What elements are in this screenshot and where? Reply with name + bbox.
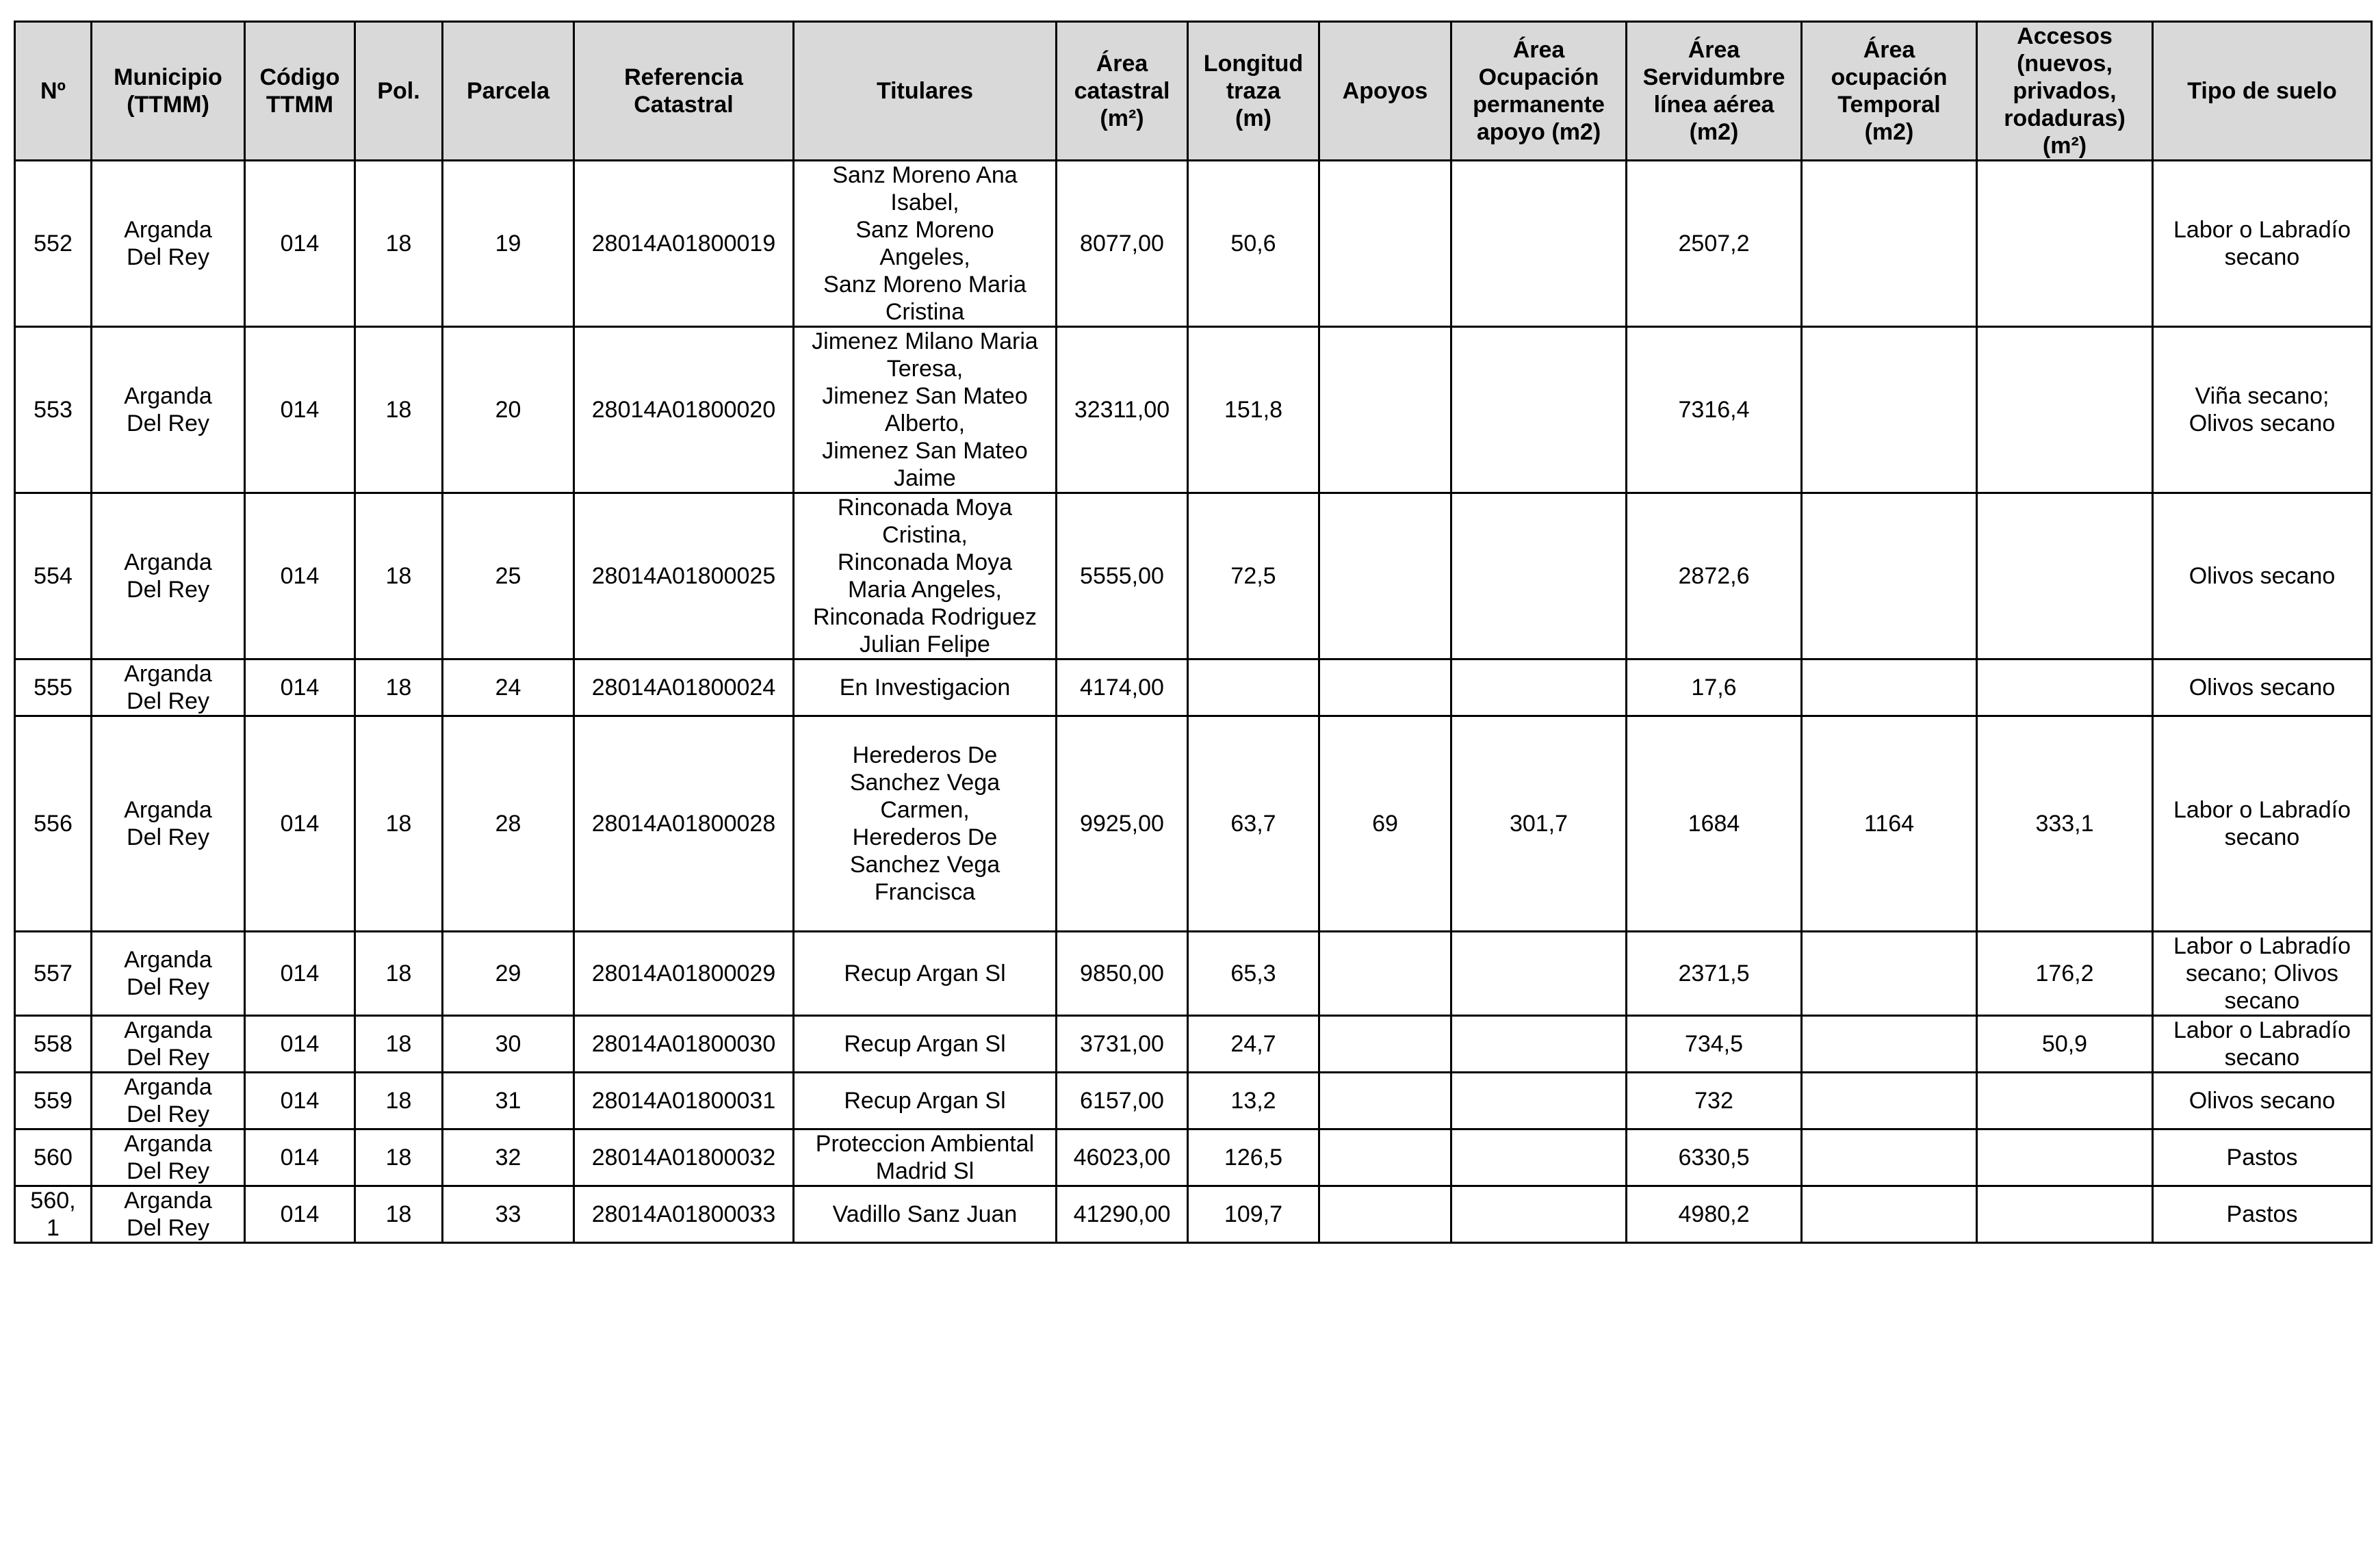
cell-municipio: Arganda Del Rey	[92, 161, 245, 327]
cell-titulares: Rinconada Moya Cristina, Rinconada Moya Maria Angeles, Rinconada Rodriguez Julian Felipe	[794, 493, 1057, 659]
cell-no: 558	[15, 1016, 92, 1073]
cell-tipo-suelo: Olivos secano	[2153, 493, 2372, 659]
cell-municipio: Arganda Del Rey	[92, 659, 245, 716]
cell-area-temporal	[1802, 493, 1977, 659]
table-body	[15, 161, 2372, 1243]
cell-no: 556	[15, 716, 92, 932]
cell-pol: 18	[355, 932, 443, 1016]
cell-area-permanente: 301,7	[1451, 716, 1627, 932]
cell-tipo-suelo: Labor o Labradío secano; Olivos secano	[2153, 932, 2372, 1016]
cell-parcela: 33	[443, 1186, 574, 1243]
cell-apoyos	[1319, 161, 1451, 327]
cell-titulares: Recup Argan Sl	[794, 1073, 1057, 1129]
cell-codigo: 014	[245, 1186, 355, 1243]
cell-area-temporal	[1802, 161, 1977, 327]
cell-area-catastral: 9850,00	[1057, 932, 1188, 1016]
table-row	[15, 1186, 2372, 1243]
cell-area-permanente	[1451, 161, 1627, 327]
cell-accesos	[1977, 161, 2153, 327]
col-header-tipo-suelo: Tipo de suelo	[2153, 22, 2372, 161]
cell-no: 553	[15, 327, 92, 493]
cell-codigo: 014	[245, 161, 355, 327]
cell-parcela: 25	[443, 493, 574, 659]
cell-area-catastral: 3731,00	[1057, 1016, 1188, 1073]
table-row	[15, 493, 2372, 659]
cell-municipio: Arganda Del Rey	[92, 1073, 245, 1129]
cell-municipio: Arganda Del Rey	[92, 716, 245, 932]
col-header-accesos: Accesos (nuevos, privados, rodaduras) (m²)	[1977, 22, 2153, 161]
cell-parcela: 28	[443, 716, 574, 932]
cell-area-temporal: 1164	[1802, 716, 1977, 932]
cell-no: 554	[15, 493, 92, 659]
cell-accesos	[1977, 327, 2153, 493]
cell-tipo-suelo: Olivos secano	[2153, 1073, 2372, 1129]
cell-pol: 18	[355, 161, 443, 327]
table-row	[15, 1016, 2372, 1073]
cell-parcela: 31	[443, 1073, 574, 1129]
cell-area-servidumbre: 7316,4	[1627, 327, 1802, 493]
col-header-area-catastral: Área catastral (m²)	[1057, 22, 1188, 161]
cell-pol: 18	[355, 327, 443, 493]
cell-referencia: 28014A01800020	[574, 327, 794, 493]
cell-longitud: 13,2	[1188, 1073, 1319, 1129]
cell-titulares: En Investigacion	[794, 659, 1057, 716]
cell-accesos: 333,1	[1977, 716, 2153, 932]
cell-longitud: 65,3	[1188, 932, 1319, 1016]
cell-apoyos	[1319, 493, 1451, 659]
cell-area-temporal	[1802, 1129, 1977, 1186]
cell-codigo: 014	[245, 716, 355, 932]
cell-longitud: 109,7	[1188, 1186, 1319, 1243]
cell-area-temporal	[1802, 1073, 1977, 1129]
cell-codigo: 014	[245, 1129, 355, 1186]
cell-area-catastral: 9925,00	[1057, 716, 1188, 932]
cell-area-temporal	[1802, 1186, 1977, 1243]
col-header-longitud: Longitud traza (m)	[1188, 22, 1319, 161]
parcel-table	[14, 21, 2373, 1244]
cell-referencia: 28014A01800033	[574, 1186, 794, 1243]
cell-tipo-suelo: Pastos	[2153, 1129, 2372, 1186]
cell-area-catastral: 41290,00	[1057, 1186, 1188, 1243]
cell-tipo-suelo: Viña secano; Olivos secano	[2153, 327, 2372, 493]
table-row	[15, 1073, 2372, 1129]
col-header-referencia: Referencia Catastral	[574, 22, 794, 161]
cell-accesos	[1977, 1129, 2153, 1186]
cell-area-catastral: 8077,00	[1057, 161, 1188, 327]
cell-longitud	[1188, 659, 1319, 716]
cell-area-catastral: 46023,00	[1057, 1129, 1188, 1186]
cell-pol: 18	[355, 1016, 443, 1073]
cell-municipio: Arganda Del Rey	[92, 932, 245, 1016]
cell-longitud: 72,5	[1188, 493, 1319, 659]
cell-area-servidumbre: 734,5	[1627, 1016, 1802, 1073]
cell-area-servidumbre: 732	[1627, 1073, 1802, 1129]
cell-apoyos	[1319, 659, 1451, 716]
cell-area-catastral: 32311,00	[1057, 327, 1188, 493]
cell-apoyos: 69	[1319, 716, 1451, 932]
cell-pol: 18	[355, 1186, 443, 1243]
header-row	[15, 22, 2372, 161]
cell-titulares: Sanz Moreno Ana Isabel, Sanz Moreno Angeles, Sanz Moreno Maria Cristina	[794, 161, 1057, 327]
cell-municipio: Arganda Del Rey	[92, 1186, 245, 1243]
cell-municipio: Arganda Del Rey	[92, 1016, 245, 1073]
col-header-municipio: Municipio (TTMM)	[92, 22, 245, 161]
cell-area-temporal	[1802, 1016, 1977, 1073]
col-header-titulares: Titulares	[794, 22, 1057, 161]
table-row	[15, 327, 2372, 493]
cell-pol: 18	[355, 716, 443, 932]
cell-codigo: 014	[245, 327, 355, 493]
cell-area-temporal	[1802, 932, 1977, 1016]
cell-referencia: 28014A01800024	[574, 659, 794, 716]
cell-no: 560, 1	[15, 1186, 92, 1243]
cell-no: 555	[15, 659, 92, 716]
col-header-area-servidumbre: Área Servidumbre línea aérea (m2)	[1627, 22, 1802, 161]
cell-pol: 18	[355, 659, 443, 716]
cell-area-catastral: 5555,00	[1057, 493, 1188, 659]
cell-apoyos	[1319, 1073, 1451, 1129]
cell-codigo: 014	[245, 659, 355, 716]
cell-area-permanente	[1451, 932, 1627, 1016]
cell-parcela: 29	[443, 932, 574, 1016]
cell-area-catastral: 4174,00	[1057, 659, 1188, 716]
cell-longitud: 151,8	[1188, 327, 1319, 493]
cell-area-servidumbre: 2507,2	[1627, 161, 1802, 327]
cell-pol: 18	[355, 493, 443, 659]
cell-pol: 18	[355, 1129, 443, 1186]
cell-area-permanente	[1451, 659, 1627, 716]
cell-area-servidumbre: 4980,2	[1627, 1186, 1802, 1243]
cell-referencia: 28014A01800029	[574, 932, 794, 1016]
cell-referencia: 28014A01800019	[574, 161, 794, 327]
cell-accesos	[1977, 1073, 2153, 1129]
cell-parcela: 32	[443, 1129, 574, 1186]
cell-accesos	[1977, 493, 2153, 659]
col-header-area-temporal: Área ocupación Temporal (m2)	[1802, 22, 1977, 161]
cell-area-catastral: 6157,00	[1057, 1073, 1188, 1129]
cell-area-servidumbre: 1684	[1627, 716, 1802, 932]
col-header-apoyos: Apoyos	[1319, 22, 1451, 161]
cell-tipo-suelo: Olivos secano	[2153, 659, 2372, 716]
cell-referencia: 28014A01800032	[574, 1129, 794, 1186]
cell-area-permanente	[1451, 493, 1627, 659]
cell-longitud: 63,7	[1188, 716, 1319, 932]
cell-accesos	[1977, 1186, 2153, 1243]
cell-apoyos	[1319, 1129, 1451, 1186]
table-row	[15, 161, 2372, 327]
cell-no: 559	[15, 1073, 92, 1129]
col-header-no: Nº	[15, 22, 92, 161]
col-header-codigo: Código TTMM	[245, 22, 355, 161]
cell-longitud: 50,6	[1188, 161, 1319, 327]
cell-area-servidumbre: 6330,5	[1627, 1129, 1802, 1186]
table-row	[15, 659, 2372, 716]
cell-apoyos	[1319, 932, 1451, 1016]
cell-area-temporal	[1802, 659, 1977, 716]
cell-parcela: 20	[443, 327, 574, 493]
cell-accesos	[1977, 659, 2153, 716]
table-row	[15, 932, 2372, 1016]
cell-pol: 18	[355, 1073, 443, 1129]
cell-accesos: 50,9	[1977, 1016, 2153, 1073]
cell-no: 552	[15, 161, 92, 327]
cell-parcela: 30	[443, 1016, 574, 1073]
cell-area-permanente	[1451, 1016, 1627, 1073]
cell-area-permanente	[1451, 327, 1627, 493]
cell-area-permanente	[1451, 1186, 1627, 1243]
cell-titulares: Recup Argan Sl	[794, 932, 1057, 1016]
table-row	[15, 716, 2372, 932]
cell-apoyos	[1319, 327, 1451, 493]
cell-tipo-suelo: Labor o Labradío secano	[2153, 1016, 2372, 1073]
cell-titulares: Jimenez Milano Maria Teresa, Jimenez San Mateo Alberto, Jimenez San Mateo Jaime	[794, 327, 1057, 493]
cell-referencia: 28014A01800028	[574, 716, 794, 932]
cell-parcela: 24	[443, 659, 574, 716]
cell-codigo: 014	[245, 1073, 355, 1129]
cell-area-permanente	[1451, 1073, 1627, 1129]
cell-area-temporal	[1802, 327, 1977, 493]
cell-codigo: 014	[245, 1016, 355, 1073]
col-header-parcela: Parcela	[443, 22, 574, 161]
cell-area-permanente	[1451, 1129, 1627, 1186]
cell-area-servidumbre: 17,6	[1627, 659, 1802, 716]
cell-longitud: 24,7	[1188, 1016, 1319, 1073]
cell-titulares: Herederos De Sanchez Vega Carmen, Herederos De Sanchez Vega Francisca	[794, 716, 1057, 932]
cell-municipio: Arganda Del Rey	[92, 327, 245, 493]
cell-tipo-suelo: Pastos	[2153, 1186, 2372, 1243]
cell-apoyos	[1319, 1186, 1451, 1243]
cell-codigo: 014	[245, 493, 355, 659]
cell-parcela: 19	[443, 161, 574, 327]
cell-no: 560	[15, 1129, 92, 1186]
cell-accesos: 176,2	[1977, 932, 2153, 1016]
cell-referencia: 28014A01800025	[574, 493, 794, 659]
cell-area-servidumbre: 2872,6	[1627, 493, 1802, 659]
cell-referencia: 28014A01800031	[574, 1073, 794, 1129]
cell-codigo: 014	[245, 932, 355, 1016]
cell-longitud: 126,5	[1188, 1129, 1319, 1186]
cell-tipo-suelo: Labor o Labradío secano	[2153, 716, 2372, 932]
cell-titulares: Recup Argan Sl	[794, 1016, 1057, 1073]
cell-tipo-suelo: Labor o Labradío secano	[2153, 161, 2372, 327]
cell-no: 557	[15, 932, 92, 1016]
cell-titulares: Proteccion Ambiental Madrid Sl	[794, 1129, 1057, 1186]
cell-area-servidumbre: 2371,5	[1627, 932, 1802, 1016]
col-header-pol: Pol.	[355, 22, 443, 161]
cell-municipio: Arganda Del Rey	[92, 1129, 245, 1186]
cell-apoyos	[1319, 1016, 1451, 1073]
cell-titulares: Vadillo Sanz Juan	[794, 1186, 1057, 1243]
col-header-area-permanente: Área Ocupación permanente apoyo (m2)	[1451, 22, 1627, 161]
cell-municipio: Arganda Del Rey	[92, 493, 245, 659]
table-row	[15, 1129, 2372, 1186]
cell-referencia: 28014A01800030	[574, 1016, 794, 1073]
